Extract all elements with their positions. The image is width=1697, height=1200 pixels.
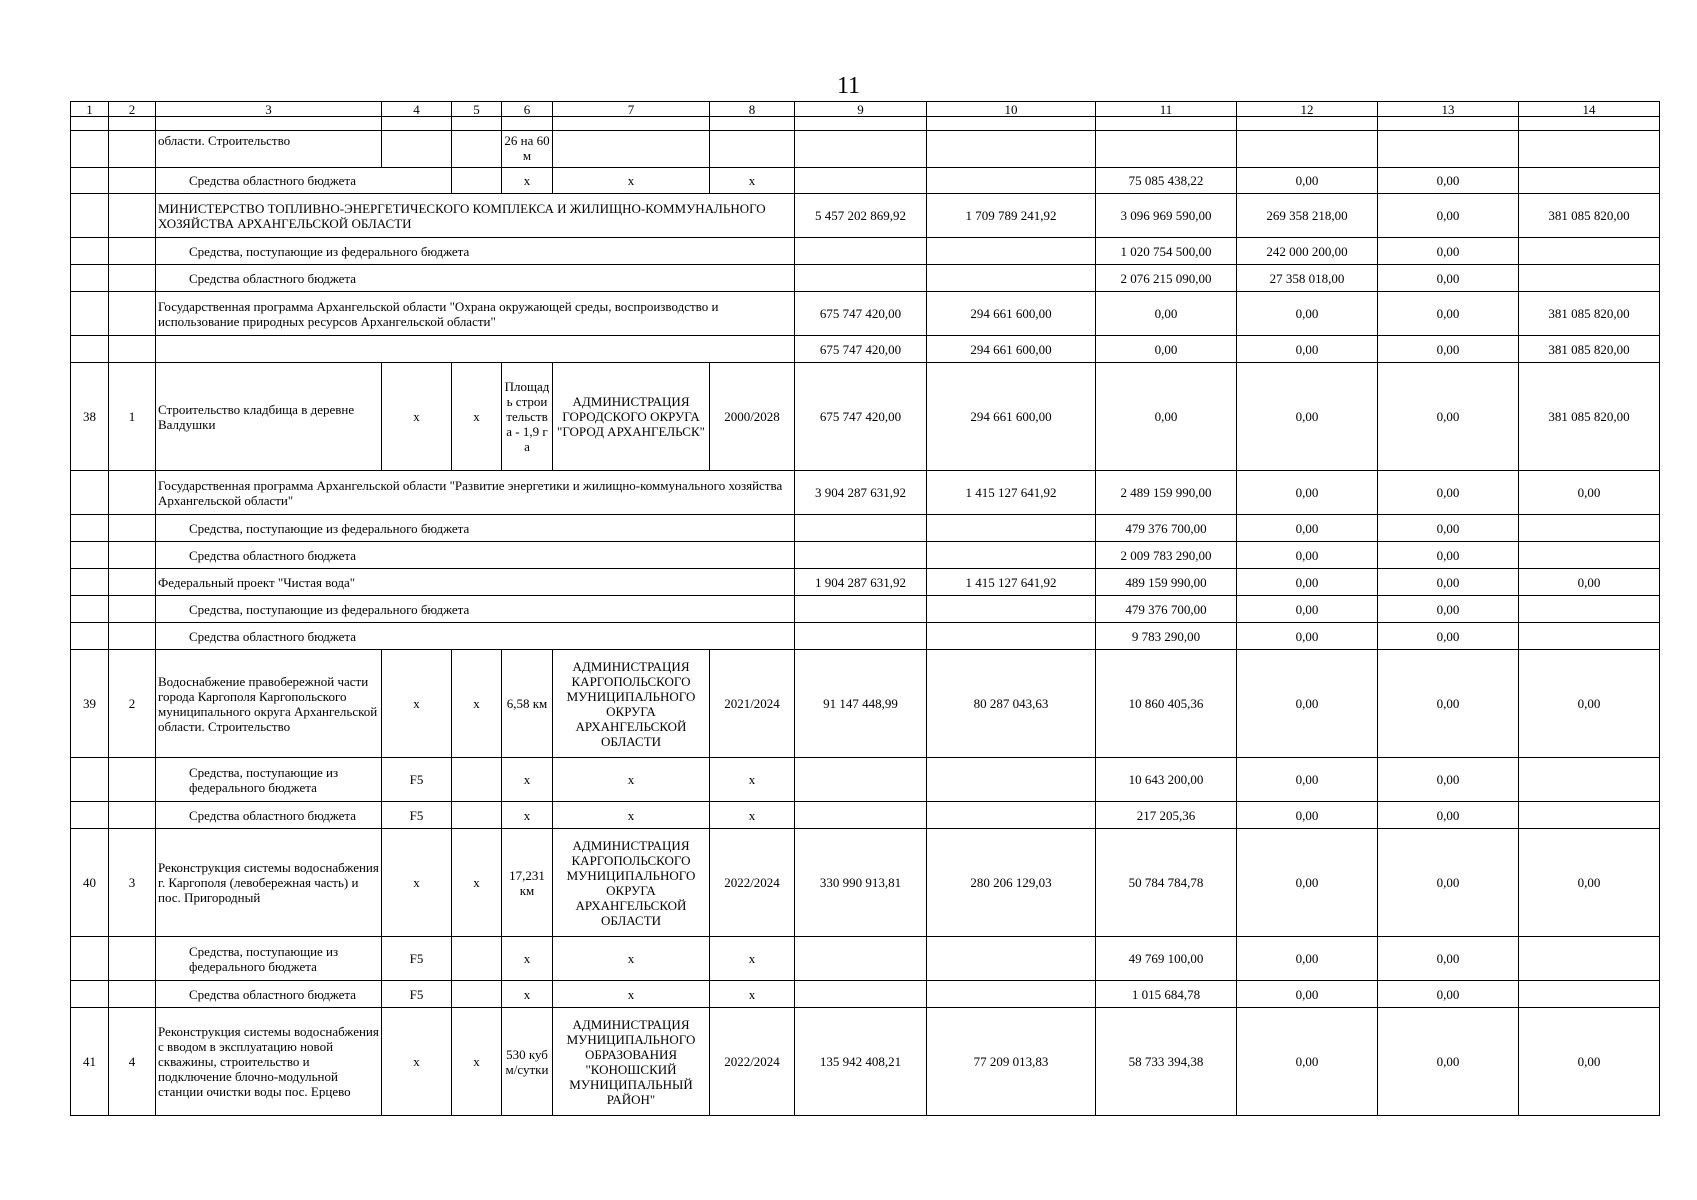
cell: 75 085 438,22 [1096,168,1237,194]
cell-customer: АДМИНИСТРАЦИЯ КАРГОПОЛЬСКОГО МУНИЦИПАЛЬНОГО ОКРУГА АРХАНГЕЛЬСКОЙ ОБЛАСТИ [553,650,710,758]
cell: 2 076 215 090,00 [1096,265,1237,292]
cell: 269 358 218,00 [1237,194,1378,238]
table-row [71,596,1660,623]
cell: 80 287 043,63 [927,650,1096,758]
cell: 0,00 [1237,569,1378,596]
table-row [71,829,1660,937]
table-row [71,569,1660,596]
row-name: Реконструкция системы водоснабжения с вводом в эксплуатацию новой скважины, строительство и подключение блочно-модульной станции очистки воды пос. Ерцево [156,1008,382,1116]
table-row [71,1008,1660,1116]
cell: 58 733 394,38 [1096,1008,1237,1116]
cell-number: 40 [71,829,109,937]
cell: 294 661 600,00 [927,292,1096,336]
cell-period: 2021/2024 [710,650,795,758]
cell: х [382,829,452,937]
cell: 10 643 200,00 [1096,758,1237,802]
cell: 3 904 287 631,92 [795,471,927,515]
cell: 0,00 [1519,569,1660,596]
cell: 1 020 754 500,00 [1096,238,1237,265]
cell: х [452,363,502,471]
cell: 77 209 013,83 [927,1008,1096,1116]
cell: 0,00 [1378,937,1519,981]
row-name: Водоснабжение правобережной части города Каргополя Каргопольского муниципального округа Архангельской области. Строительство [156,650,382,758]
cell: х [502,981,553,1008]
cell: 675 747 420,00 [795,292,927,336]
cell: 0,00 [1378,981,1519,1008]
cell: 381 085 820,00 [1519,336,1660,363]
table-row [71,363,1660,471]
header-cell: 12 [1237,102,1378,117]
row-name: Строительство кладбища в деревне Валдушки [156,363,382,471]
cell: 675 747 420,00 [795,363,927,471]
header-cell: 1 [71,102,109,117]
cell: 1 709 789 241,92 [927,194,1096,238]
cell: 0,00 [1237,937,1378,981]
table-row [71,336,1660,363]
table-row [71,758,1660,802]
cell: 0,00 [1237,515,1378,542]
cell: 0,00 [1096,336,1237,363]
cell: 0,00 [1378,596,1519,623]
cell: х [710,168,795,194]
header-cell: 5 [452,102,502,117]
cell: 0,00 [1237,336,1378,363]
cell: х [553,802,710,829]
cell: F5 [382,802,452,829]
cell: 0,00 [1378,194,1519,238]
cell: 0,00 [1378,802,1519,829]
row-name: Средства, поступающие из федерального бюджета [156,238,795,265]
cell: 217 205,36 [1096,802,1237,829]
table-row [71,471,1660,515]
cell: 0,00 [1237,596,1378,623]
cell-customer: АДМИНИСТРАЦИЯ КАРГОПОЛЬСКОГО МУНИЦИПАЛЬНОГО ОКРУГА АРХАНГЕЛЬСКОЙ ОБЛАСТИ [553,829,710,937]
cell: 0,00 [1378,265,1519,292]
cell: 0,00 [1378,515,1519,542]
table-row [71,937,1660,981]
cell: 0,00 [1378,292,1519,336]
cell: х [553,758,710,802]
cell: х [710,758,795,802]
row-name: Средства областного бюджета [156,542,795,569]
cell: 294 661 600,00 [927,363,1096,471]
cell: 1 015 684,78 [1096,981,1237,1008]
row-name: области. Строительство [156,131,382,168]
cell-period: 2022/2024 [710,1008,795,1116]
cell: 0,00 [1519,471,1660,515]
row-name: Средства, поступающие из федерального бюджета [156,758,382,802]
cell: х [502,802,553,829]
cell-subnumber: 3 [109,829,156,937]
header-cell: 2 [109,102,156,117]
table-row [71,542,1660,569]
page-number: 11 [836,73,861,99]
cell: 135 942 408,21 [795,1008,927,1116]
table-row [71,194,1660,238]
row-name: Средства областного бюджета [156,623,795,650]
cell: 381 085 820,00 [1519,363,1660,471]
cell: 0,00 [1237,650,1378,758]
cell: 0,00 [1378,542,1519,569]
cell: 0,00 [1378,829,1519,937]
cell: 0,00 [1237,829,1378,937]
cell: 27 358 018,00 [1237,265,1378,292]
cell: 0,00 [1237,363,1378,471]
cell-capacity: 26 на 60 м [502,131,553,168]
row-name: Федеральный проект "Чистая вода" [156,569,795,596]
cell: 2 009 783 290,00 [1096,542,1237,569]
cell-subnumber: 4 [109,1008,156,1116]
cell: х [382,650,452,758]
cell: 675 747 420,00 [795,336,927,363]
cell: 0,00 [1378,168,1519,194]
cell: х [502,758,553,802]
header-cell: 7 [553,102,710,117]
table-row [71,623,1660,650]
cell: х [502,168,553,194]
cell: 0,00 [1378,363,1519,471]
cell: х [382,363,452,471]
cell-customer: АДМИНИСТРАЦИЯ МУНИЦИПАЛЬНОГО ОБРАЗОВАНИЯ "КОНОШСКИЙ МУНИЦИПАЛЬНЫЙ РАЙОН" [553,1008,710,1116]
cell: 1 904 287 631,92 [795,569,927,596]
cell: 0,00 [1378,336,1519,363]
cell: 0,00 [1096,363,1237,471]
cell: 0,00 [1519,829,1660,937]
cell: 0,00 [1237,292,1378,336]
cell: 479 376 700,00 [1096,596,1237,623]
cell-number: 41 [71,1008,109,1116]
cell: 0,00 [1378,758,1519,802]
cell: х [502,937,553,981]
cell: х [710,937,795,981]
header-cell: 13 [1378,102,1519,117]
cell: х [553,937,710,981]
investment-table [70,101,1660,1116]
cell: 49 769 100,00 [1096,937,1237,981]
header-cell: 14 [1519,102,1660,117]
row-name: Средства, поступающие из федерального бюджета [156,596,795,623]
table-row [71,650,1660,758]
table-row [71,131,1660,168]
header-cell: 11 [1096,102,1237,117]
cell: 0,00 [1378,1008,1519,1116]
spacer-row [71,117,1660,131]
table-header-row [71,102,1660,117]
cell-capacity: 17,231 км [502,829,553,937]
cell: 0,00 [1237,802,1378,829]
cell-number: 38 [71,363,109,471]
cell: х [452,650,502,758]
cell: 330 990 913,81 [795,829,927,937]
cell: 0,00 [1237,758,1378,802]
cell-number: 39 [71,650,109,758]
row-name: Средства, поступающие из федерального бюджета [156,937,382,981]
row-name: Средства областного бюджета [156,981,382,1008]
cell-capacity: Площадь строительства - 1,9 га [502,363,553,471]
cell: 0,00 [1237,623,1378,650]
cell: 10 860 405,36 [1096,650,1237,758]
header-cell: 10 [927,102,1096,117]
cell: 242 000 200,00 [1237,238,1378,265]
cell-capacity: 530 куб м/сутки [502,1008,553,1116]
cell: 0,00 [1237,1008,1378,1116]
cell: 280 206 129,03 [927,829,1096,937]
header-cell: 9 [795,102,927,117]
row-name: Средства, поступающие из федерального бюджета [156,515,795,542]
cell: 0,00 [1237,542,1378,569]
cell: х [452,1008,502,1116]
table-row [71,515,1660,542]
row-name: Средства областного бюджета [156,802,382,829]
cell-subnumber: 2 [109,650,156,758]
header-cell: 6 [502,102,553,117]
row-name: Средства областного бюджета [156,265,795,292]
cell: 3 096 969 590,00 [1096,194,1237,238]
header-cell: 3 [156,102,382,117]
cell: 489 159 990,00 [1096,569,1237,596]
cell: 0,00 [1237,471,1378,515]
cell: 5 457 202 869,92 [795,194,927,238]
cell: 0,00 [1378,623,1519,650]
table-row [71,265,1660,292]
row-name: МИНИСТЕРСТВО ТОПЛИВНО-ЭНЕРГЕТИЧЕСКОГО КОМПЛЕКСА И ЖИЛИЩНО-КОММУНАЛЬНОГО ХОЗЯЙСТВА АРХАНГЕЛЬСКОЙ ОБЛАСТИ [156,194,795,238]
cell: 0,00 [1378,650,1519,758]
cell: х [710,981,795,1008]
table-row [71,168,1660,194]
cell: 381 085 820,00 [1519,292,1660,336]
cell: 0,00 [1378,471,1519,515]
cell: х [710,802,795,829]
cell: 0,00 [1096,292,1237,336]
cell: 479 376 700,00 [1096,515,1237,542]
cell-capacity: 6,58 км [502,650,553,758]
row-name: Государственная программа Архангельской области "Охрана окружающей среды, воспроизводство и использование природных ресурсов Архангельской области" [156,292,795,336]
cell: х [553,168,710,194]
cell: 0,00 [1519,650,1660,758]
table-row [71,238,1660,265]
cell: F5 [382,981,452,1008]
cell-period: 2022/2024 [710,829,795,937]
row-name: Средства областного бюджета [156,168,452,194]
cell: 0,00 [1237,981,1378,1008]
cell: х [553,981,710,1008]
cell: F5 [382,937,452,981]
cell: 50 784 784,78 [1096,829,1237,937]
cell: 0,00 [1237,168,1378,194]
table-row [71,981,1660,1008]
cell: 0,00 [1519,1008,1660,1116]
cell: х [452,829,502,937]
cell: 9 783 290,00 [1096,623,1237,650]
cell: 0,00 [1378,238,1519,265]
header-cell: 4 [382,102,452,117]
cell: 2 489 159 990,00 [1096,471,1237,515]
cell: 294 661 600,00 [927,336,1096,363]
header-cell: 8 [710,102,795,117]
cell: 1 415 127 641,92 [927,569,1096,596]
cell-period: 2000/2028 [710,363,795,471]
cell: 1 415 127 641,92 [927,471,1096,515]
row-name: Реконструкция системы водоснабжения г. Каргополя (левобережная часть) и пос. Пригородный [156,829,382,937]
cell: 0,00 [1378,569,1519,596]
cell: х [382,1008,452,1116]
cell-customer: АДМИНИСТРАЦИЯ ГОРОДСКОГО ОКРУГА "ГОРОД АРХАНГЕЛЬСК" [553,363,710,471]
table-row [71,292,1660,336]
cell-subnumber: 1 [109,363,156,471]
row-name: Государственная программа Архангельской области "Развитие энергетики и жилищно-коммунального хозяйства Архангельской области" [156,471,795,515]
cell: 91 147 448,99 [795,650,927,758]
table-row [71,802,1660,829]
cell: 381 085 820,00 [1519,194,1660,238]
cell: F5 [382,758,452,802]
